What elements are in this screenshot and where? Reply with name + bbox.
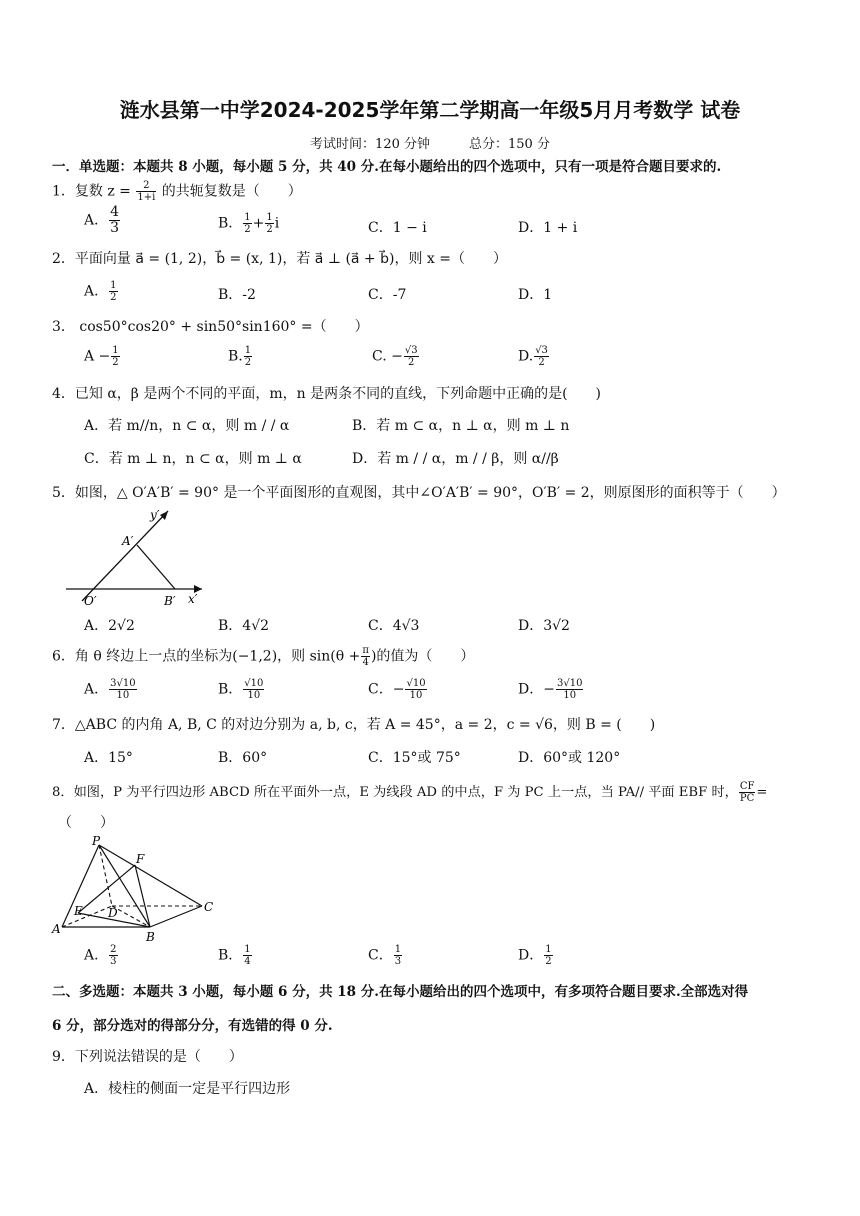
label-p: P [92,834,101,848]
q1-stem-pre: 1．复数 z = [52,183,131,200]
q5-option-c: C．4√3 [368,618,420,634]
q1-option-a: A． $\frac{4}{3}$ [84,204,120,236]
q4-option-a: A．若 m//n，n ⊂ α，则 m / / α [84,418,290,434]
question-5: 5．如图，△ O′A′B′ = 90° 是一个平面图形的直观图，其中∠O′A′B′ = 90°，O′B′ = 2，则原图形的面积等于（ ） [52,485,786,501]
q7-option-a: A．15° [84,750,133,766]
q3-option-c: C. − $\frac{√3}{2}$ [372,345,418,368]
label-y: y′ [150,508,160,522]
question-3: 3． cos50°cos20° + sin50°sin160° =（ ） [52,319,369,335]
question-8: 8．如图，P 为平行四边形 ABCD 所在平面外一点，E 为线段 AD 的中点，F 为 PC 上一点，当 PA// 平面 EBF 时， $\frac{CF}{PC}$ = [52,781,768,804]
q2-option-a: A． $\frac{1}{2}$ [84,280,117,303]
q3-option-b: B. $\frac{1}{2}$ [228,345,252,368]
label-d: D [108,906,118,920]
section-1-heading: 一．单选题：本题共 8 小题，每小题 5 分，共 40 分.在每小题给出的四个选项中，只有一项是符合题目要求的. [52,159,722,175]
q6-option-a: A． $\frac{3√10}{10}$ [84,678,136,701]
q5-figure [62,505,222,613]
q5-option-a: A．2√2 [84,618,135,634]
page-title: 涟水县第一中学2024-2025学年第二学期高一年级5月月考数学 试卷 [119,98,741,122]
question-7: 7．△ABC 的内角 A, B, C 的对边分别为 a, b, c，若 A = 45°，a = 2，c = √6，则 B = ( ) [52,717,656,733]
label-f: F [136,852,145,866]
q8-answer-paren: （ ） [58,815,114,831]
q4-option-c: C．若 m ⊥ n，n ⊂ α，则 m ⊥ α [84,451,302,467]
label-b: B [146,930,155,944]
q7-option-c: C．15°或 75° [368,750,461,766]
q8-option-c: C． $\frac{1}{3}$ [368,944,402,967]
question-2: 2．平面向量 a⃗ = (1, 2)，b⃗ = (x, 1)，若 a⃗ ⊥ (a⃗ + b⃗)，则 x =（ ） [52,251,507,267]
label-c: C [204,900,214,914]
edge-bc [150,906,202,927]
q1-fraction: $\frac{2}{1+i}$ [137,180,156,203]
question-9: 9．下列说法错误的是（ ） [52,1049,243,1065]
segment-ab [137,545,175,589]
q7-option-d: D．60°或 120° [518,750,621,766]
q1-option-d: D．1 + i [518,220,578,236]
q5-option-d: D．3√2 [518,618,570,634]
q1-stem-post: 的共轭复数是（ ） [161,183,302,200]
q1-option-c: C．1 − i [368,220,427,236]
question-4: 4．已知 α，β 是两个不同的平面，m，n 是两条不同的直线，下列命题中正确的是( ) [52,386,602,402]
y-axis-line [82,511,168,601]
label-a: A′ [122,534,134,548]
q2-option-b: B．-2 [218,287,256,303]
question-1 [52,180,302,203]
label-o: O′ [84,594,97,608]
q6-option-c: C．− $\frac{√10}{10}$ [368,678,426,701]
q2-option-c: C．-7 [368,287,407,303]
q2-option-d: D．1 [518,287,553,303]
q8-option-b: B． $\frac{1}{4}$ [218,944,251,967]
exam-info: 考试时间：120 分钟 总分：150 分 [310,137,550,152]
q4-option-b: B．若 m ⊂ α，n ⊥ α，则 m ⊥ n [352,418,570,434]
q1-option-b: B． $\frac{1}{2}$ + $\frac{1}{2}$ i [218,212,280,235]
label-b: B′ [164,594,176,608]
q7-option-b: B．60° [218,750,268,766]
q8-option-d: D． $\frac{1}{2}$ [518,944,552,967]
q9-option-a: A．棱柱的侧面一定是平行四边形 [84,1081,291,1097]
edge-pd [99,845,112,906]
q8-figure [52,835,222,945]
label-e: E [74,904,83,918]
q8-option-a: A． $\frac{2}{3}$ [84,944,117,967]
q4-option-d: D．若 m / / α，m / / β，则 α//β [352,451,559,467]
q5-option-b: B．4√2 [218,618,270,634]
section-2-heading-cont: 6 分，部分选对的得部分分，有选错的得 0 分. [52,1018,333,1034]
label-x: x′ [188,592,198,606]
label-a: A [52,922,61,936]
q6-option-b: B． $\frac{√10}{10}$ [218,678,264,701]
question-6: 6．角 θ 终边上一点的坐标为(−1,2)，则 sin(θ + $\frac{\pi}{4}$ )的值为（ ） [52,645,475,668]
q3-option-a: A − $\frac{1}{2}$ [84,345,119,368]
q6-option-d: D．− $\frac{3√10}{10}$ [518,678,583,701]
section-2-heading: 二、多选题：本题共 3 小题，每小题 6 分，共 18 分.在每小题给出的四个选项中，有多项符合题目要求.全部选对得 [52,984,749,1000]
q3-option-d: D. $\frac{√3}{2}$ [518,345,548,368]
edge-pc [99,845,202,906]
